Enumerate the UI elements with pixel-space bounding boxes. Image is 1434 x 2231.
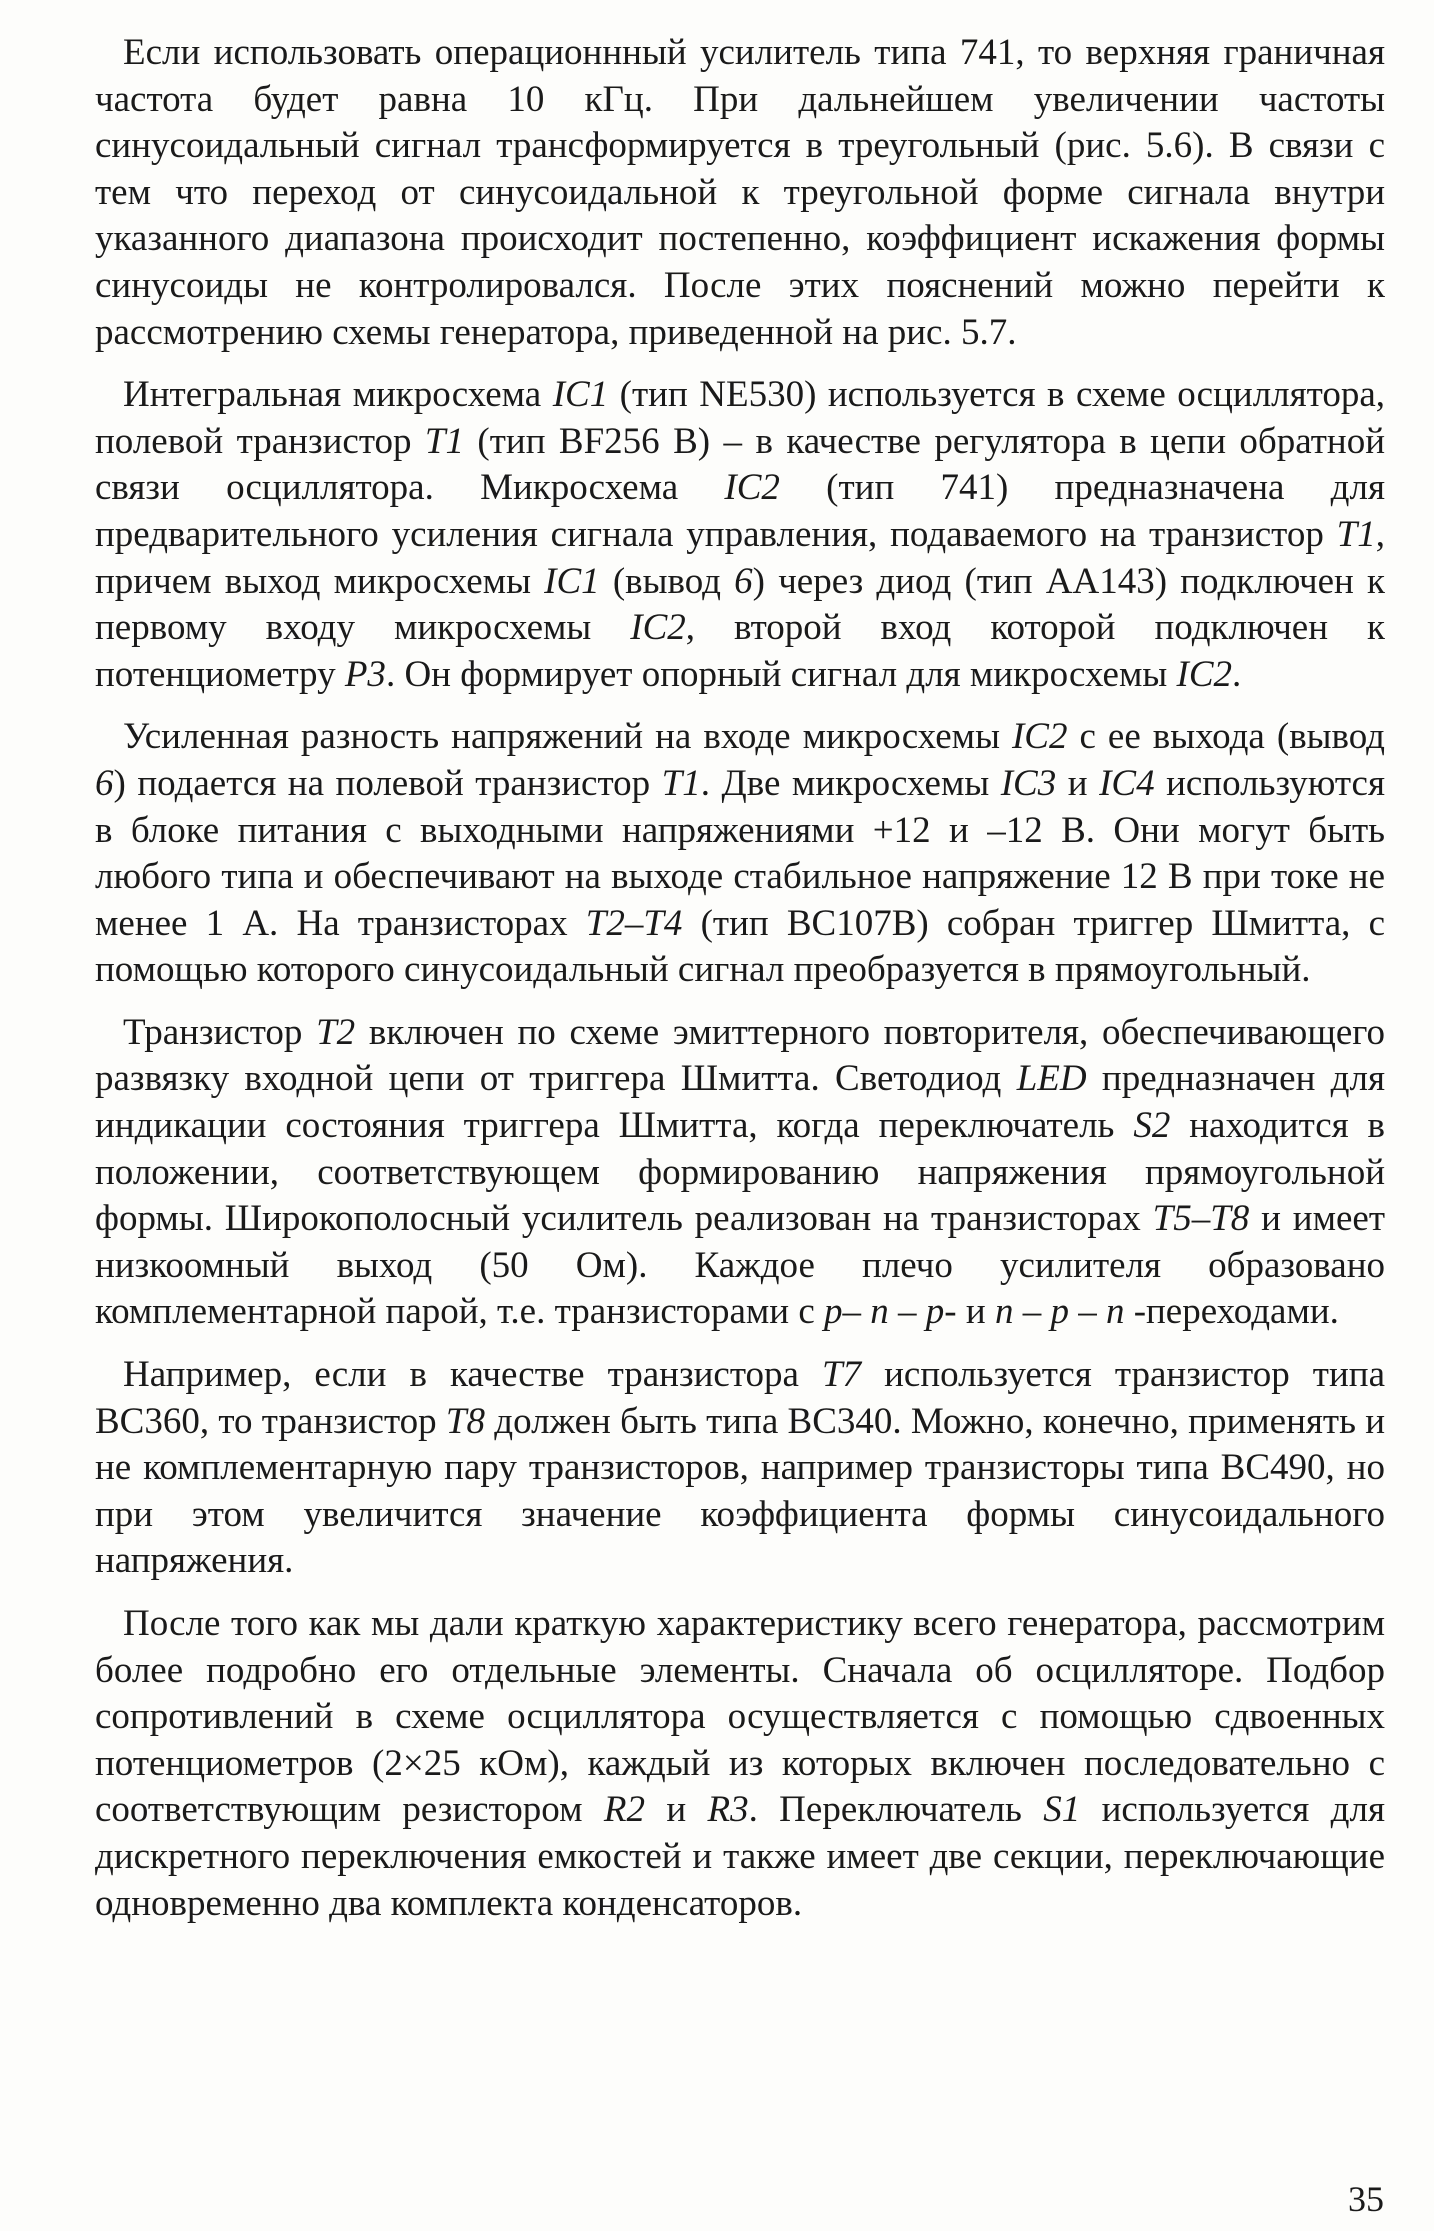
italic-label: IC2 [1176,653,1233,695]
italic-label: T1 [1336,513,1376,555]
paragraph-5 [95,1352,1385,1585]
page-number: 35 [1348,2179,1384,2219]
italic-label: 6 [734,560,753,602]
italic-label: IC3 [1000,762,1057,804]
italic-label: T2–T4 [585,902,683,944]
text-run: (тип NE530) используется в схеме осциллятора, полевой транзистор [95,374,1385,462]
text-run: используются в блоке питания с выходными напряжениями +12 и –12 В. Они могут быть любого типа и обеспечивают на выходе стабильное напряжение 12 В при токе не менее 1 А. На транзисторах [95,762,1385,944]
text-run: . [1232,653,1242,695]
italic-label: R2 [603,1789,645,1831]
italic-label: IC4 [1099,762,1155,804]
text-run: ) через диод (тип AA143) подключен к первому входу микросхемы [95,560,1385,649]
text-run: и [1056,762,1100,804]
paragraph-4 [95,1010,1385,1336]
italic-label: IC1 [544,560,600,602]
italic-label: 6 [95,762,114,804]
text-run: ) подается на полевой транзистор [113,762,662,804]
text-run: используется для дискретного переключения емкостей и также имеет две секции, переключающие одновременно два комплекта конденсаторов. [95,1789,1385,1924]
text-run: и [956,1291,995,1333]
text-run: с ее выхода (вывод [1067,716,1385,758]
italic-label: R3 [707,1789,749,1831]
italic-label: T1 [424,420,464,462]
paragraph-6 [95,1601,1385,1927]
text-run: (тип BF256 B) – в качестве регулятора в цепи обратной связи осциллятора. Микросхема [95,420,1385,509]
text-run: . Две микросхемы [700,762,1001,804]
italic-label: T5–T8 [1152,1198,1250,1240]
text-run: должен быть типа BC340. Можно, конечно, применять и не комплементарную пару транзисторов, например транзисторы типа BC490, но при этом увеличится значение коэффициента формы синусоидального напряжения. [95,1400,1385,1582]
text-run: и [644,1789,708,1831]
text-run: (вывод [599,560,735,602]
italic-label: S2 [1133,1105,1171,1147]
text-run: . Переключатель [748,1789,1044,1831]
italic-label: IC1 [552,374,609,416]
text-run: находится в положении, соответствующем формированию напряжения прямоугольной формы. Широкополосный усилитель реализован на транзисторах [95,1105,1386,1240]
italic-label: S1 [1043,1789,1081,1831]
italic-label: IC2 [724,467,780,509]
text-run: Интегральная микросхема [123,374,553,416]
text-run: Транзистор [123,1011,317,1053]
italic-label: T2 [316,1011,356,1053]
italic-label: LED [1016,1058,1087,1100]
italic-label: p– n – p- [824,1291,957,1333]
text-run: включен по схеме эмиттерного повторителя, обеспечивающего развязку входной цепи от триггера Шмитта. Светодиод [95,1011,1385,1100]
text-run: . Он формирует опорный сигнал для микросхемы [385,653,1177,695]
italic-label: IC2 [1011,716,1068,758]
text-run: и имеет низкоомный выход (50 Ом). Каждое плечо усилителя образовано комплементарной парой, т.е. транзисторами с [95,1198,1386,1333]
italic-label: T7 [821,1354,862,1396]
text-run: , причем выход микросхемы [95,513,1385,602]
text-run: Например, если в качестве транзистора [123,1354,822,1396]
text-run: , второй вход которой подключен к потенциометру [95,607,1385,695]
paragraph-1 [95,30,1385,356]
italic-label: IC2 [630,607,686,649]
text-run: Если использовать операционнный усилитель типа 741, то верхняя граничная частота будет равна 10 кГц. При дальнейшем увеличении частоты синусоидальный сигнал трансформируется в треугольный (рис. 5.6). В связи с тем что переход от синусоидальной к треугольной форме сигнала внутри указанного диапазона происходит постепенно, коэффициент искажения формы синусоиды не контролировался. После этих пояснений можно перейти к рассмотрению схемы генератора, приведенной на рис. 5.7. [95,32,1385,353]
text-run: (тип BC107B) собран триггер Шмитта, с помощью которого синусоидальный сигнал преобразуется в прямоугольный. [95,902,1385,991]
text-run: (тип 741) предназначена для предварительного усиления сигнала управления, подаваемого на транзистор [95,467,1385,555]
paragraph-2 [95,372,1385,698]
text-run: После того как мы дали краткую характеристику всего генератора, рассмотрим более подробно его отдельные элементы. Сначала об осцилляторе. Подбор сопротивлений в схеме осциллятора осуществляется с помощью сдвоенных потенциометров (2×25 кОм), каждый из которых включен последовательно с соответствующим резистором [95,1603,1385,1831]
italic-label: P3 [344,653,386,695]
paragraph-3 [95,714,1385,994]
text-run: предназначен для индикации состояния триггера Шмитта, когда переключатель [95,1058,1385,1147]
text-run: используется транзистор типа BC360, то транзистор [95,1354,1385,1442]
text-run: Усиленная разность напряжений на входе микросхемы [123,716,1012,758]
italic-label: n – p – n [994,1291,1125,1333]
italic-label: T8 [445,1400,485,1442]
text-run: -переходами. [1124,1291,1339,1333]
italic-label: T1 [661,762,701,804]
body-text [95,30,1385,1943]
